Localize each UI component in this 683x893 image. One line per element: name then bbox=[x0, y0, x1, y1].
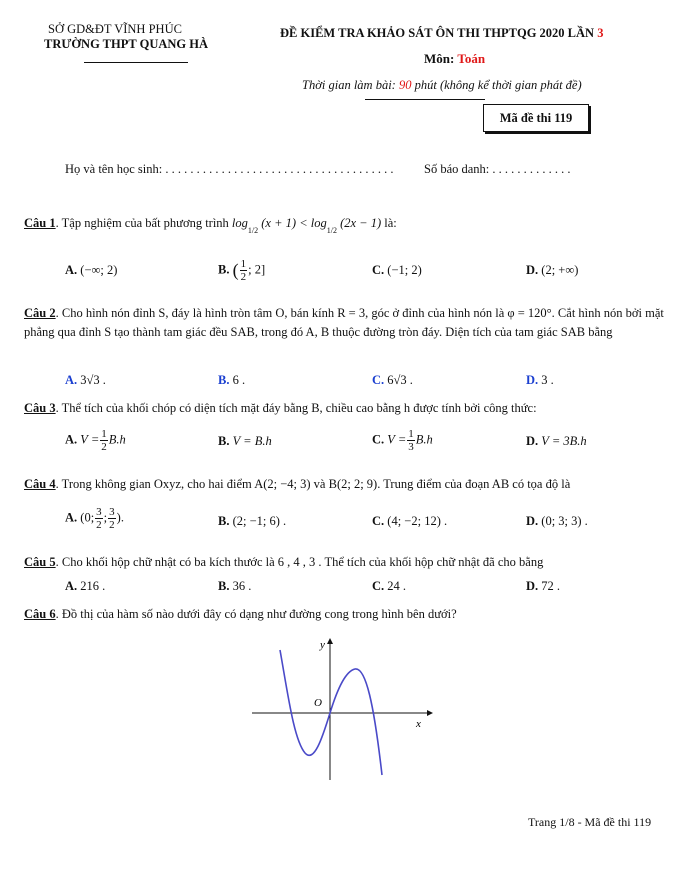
question-1: Câu 1. Tập nghiệm của bất phương trình $\log_{1/2} (x + 1) < \log_{1/2} (2x - 1)$ là: bbox=[24, 216, 397, 235]
q4-option-b[interactable]: B. (2; −1; 6) . bbox=[218, 514, 287, 528]
q2-option-b[interactable]: B. 6 . bbox=[218, 373, 246, 387]
student-name-field: Họ và tên học sinh: . . . . . . . . . . . . . . . . . . . . . . . . . . . . . . . . . . . . . bbox=[65, 162, 394, 176]
q4-option-c[interactable]: C. (4; −2; 12) . bbox=[372, 514, 448, 528]
question-5: Câu 5. Cho khối hộp chữ nhật có ba kích thước là 6 , 4 , 3 . Thể tích của khối hộp chữ nhật đã cho bằng bbox=[24, 555, 544, 569]
question-2: Câu 2. Cho hình nón đỉnh S, đáy là hình tròn tâm O, bán kính R = 3, góc ở đỉnh của hình nón là φ = 120°. Cắt hình nón bởi mặt phẳng qua đỉnh S tạo thành tam giác đều SAB, trong đó A, B thuộc đường tròn đáy. Diện tích của tam giác SAB bằng bbox=[24, 306, 664, 339]
q2-option-c[interactable]: C. 6√3 . bbox=[372, 373, 413, 387]
exam-title: ĐỀ KIỂM TRA KHẢO SÁT ÔN THI THPTQG 2020 LẦN 3 bbox=[280, 26, 604, 40]
function-graph bbox=[250, 635, 440, 785]
y-axis-label: y bbox=[320, 639, 325, 651]
q4-option-a[interactable]: A. (0; $\frac{3}{2}$ ; $\frac{3}{2}$ ). bbox=[65, 506, 124, 531]
q5-option-c[interactable]: C. 24 . bbox=[372, 579, 407, 593]
q3-option-c[interactable]: C. V = $\frac{1}{3}$ B.h bbox=[372, 428, 433, 453]
exam-round-number: 3 bbox=[597, 26, 604, 40]
q1-option-c[interactable]: C. (−1; 2) bbox=[372, 263, 422, 277]
time-underline bbox=[365, 99, 485, 100]
exam-subject: Môn: Toán bbox=[424, 51, 486, 66]
page-footer: Trang 1/8 - Mã đề thi 119 bbox=[528, 815, 652, 829]
q3-option-a[interactable]: A. V = $\frac{1}{2}$ B.h bbox=[65, 428, 126, 453]
x-axis-label: x bbox=[416, 718, 421, 730]
q3-option-d[interactable]: D. V = 3B.h bbox=[526, 434, 587, 448]
q5-option-d[interactable]: D. 72 . bbox=[526, 579, 561, 593]
q4-option-d[interactable]: D. (0; 3; 3) . bbox=[526, 514, 588, 528]
department-name: SỞ GD&ĐT VĨNH PHÚC bbox=[48, 22, 182, 36]
exam-code-box: Mã đề thi 119 bbox=[483, 104, 589, 132]
question-3: Câu 3. Thể tích của khối chóp có diện tích mặt đáy bằng B, chiều cao bằng h được tính bởi công thức: bbox=[24, 401, 537, 415]
question-4: Câu 4. Trong không gian Oxyz, cho hai điểm A(2; −4; 3) và B(2; 2; 9). Trung điểm của đoạn AB có tọa độ là bbox=[24, 477, 571, 491]
q1-option-b[interactable]: B. ( $\frac{1}{2}$ ; 2] bbox=[218, 258, 266, 283]
school-name: TRƯỜNG THPT QUANG HÀ bbox=[44, 37, 209, 51]
origin-label: O bbox=[314, 697, 322, 709]
question-6: Câu 6. Đồ thị của hàm số nào dưới đây có dạng như đường cong trong hình bên dưới? bbox=[24, 607, 457, 621]
q5-option-b[interactable]: B. 36 . bbox=[218, 579, 252, 593]
q2-option-a[interactable]: A. 3√3 . bbox=[65, 373, 106, 387]
school-underline bbox=[84, 62, 188, 63]
exam-time: Thời gian làm bài: 90 phút (không kể thời gian phát đề) bbox=[302, 78, 582, 92]
q1-option-a[interactable]: A. (−∞; 2) bbox=[65, 263, 118, 277]
q2-option-d[interactable]: D. 3 . bbox=[526, 373, 554, 387]
student-id-field: Số báo danh: . . . . . . . . . . . . . bbox=[424, 162, 571, 176]
q3-option-b[interactable]: B. V = B.h bbox=[218, 434, 272, 448]
q1-option-d[interactable]: D. (2; +∞) bbox=[526, 263, 579, 277]
q5-option-a[interactable]: A. 216 . bbox=[65, 579, 106, 593]
